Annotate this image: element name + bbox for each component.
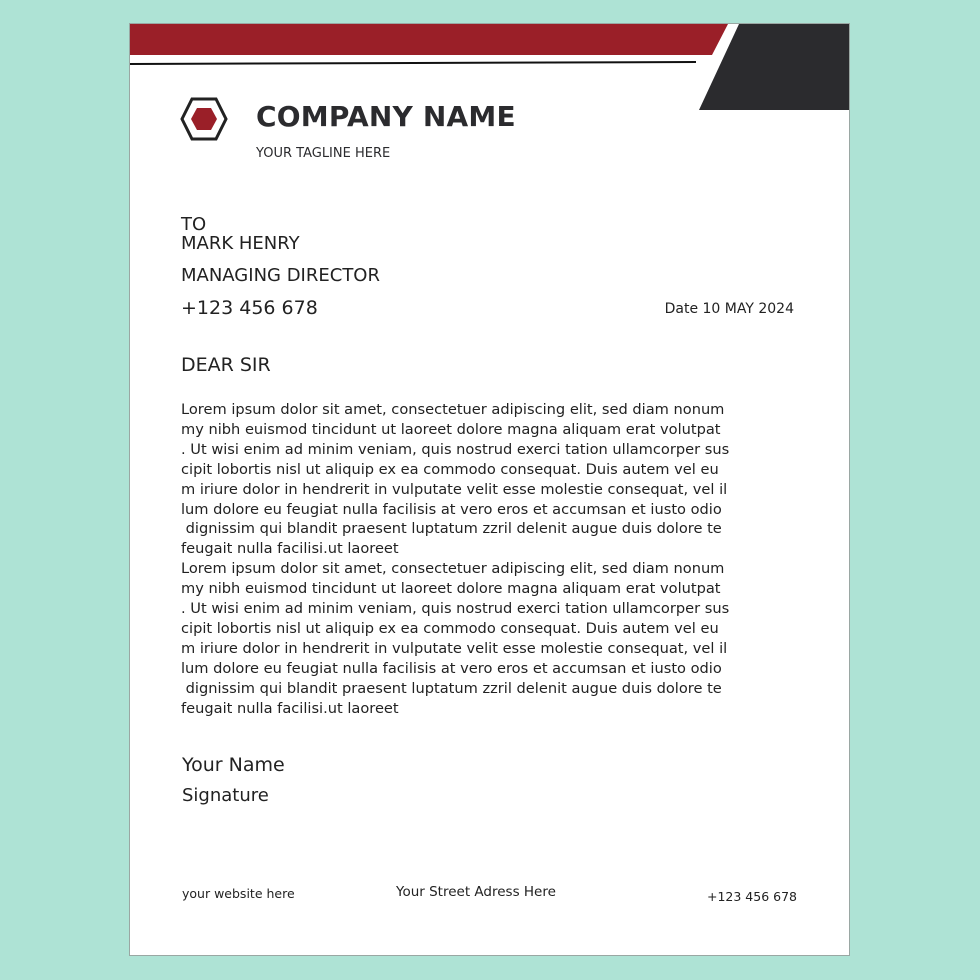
body-line: cipit lobortis nisl ut aliquip ex ea commodo consequat. Duis autem vel eu bbox=[181, 460, 719, 478]
recipient-title: MANAGING DIRECTOR bbox=[181, 265, 380, 286]
body-line: Lorem ipsum dolor sit amet, consectetuer adipiscing elit, sed diam nonum bbox=[181, 401, 725, 418]
company-name: COMPANY NAME bbox=[256, 100, 516, 133]
to-label: TO bbox=[181, 214, 207, 235]
recipient-name: MARK HENRY bbox=[181, 233, 300, 254]
header-rule bbox=[130, 62, 696, 64]
body-line: lum dolore eu feugiat nulla facilisis at vero eros et accumsan et iusto odio bbox=[181, 659, 722, 677]
company-tagline: YOUR TAGLINE HERE bbox=[256, 146, 391, 161]
footer-phone: +123 456 678 bbox=[707, 889, 797, 904]
header-red-band bbox=[130, 24, 728, 55]
body-line: dignissim qui blandit praesent luptatum zzril delenit augue duis dolore te bbox=[181, 679, 722, 697]
body-line: lum dolore eu feugiat nulla facilisis at vero eros et accumsan et iusto odio bbox=[181, 500, 722, 518]
salutation: DEAR SIR bbox=[181, 354, 271, 376]
header-dark-block bbox=[699, 24, 850, 110]
hexagon-icon bbox=[180, 97, 228, 141]
body-line: m iriure dolor in hendrerit in vulputate velit esse molestie consequat, vel il bbox=[181, 480, 728, 498]
body-line: . Ut wisi enim ad minim veniam, quis nostrud exerci tation ullamcorper sus bbox=[181, 600, 730, 618]
body-line: feugait nulla facilisi.ut laoreet bbox=[181, 699, 399, 717]
body-line: dignissim qui blandit praesent luptatum zzril delenit augue duis dolore te bbox=[181, 520, 722, 538]
letter-date: Date 10 MAY 2024 bbox=[664, 301, 794, 317]
body-line: my nibh euismod tincidunt ut laoreet dolore magna aliquam erat volutpat bbox=[181, 580, 721, 598]
footer-address: Your Street Adress Here bbox=[396, 884, 556, 900]
signature-label: Signature bbox=[182, 785, 269, 806]
body-line: cipit lobortis nisl ut aliquip ex ea commodo consequat. Duis autem vel eu bbox=[181, 619, 719, 637]
body-line: . Ut wisi enim ad minim veniam, quis nostrud exerci tation ullamcorper sus bbox=[181, 440, 730, 458]
body-line: feugait nulla facilisi.ut laoreet bbox=[181, 540, 399, 558]
recipient-phone: +123 456 678 bbox=[181, 297, 318, 319]
letterhead-sheet bbox=[129, 23, 850, 956]
sender-name: Your Name bbox=[182, 754, 285, 776]
letter-body bbox=[181, 400, 797, 719]
body-line: my nibh euismod tincidunt ut laoreet dolore magna aliquam erat volutpat bbox=[181, 420, 721, 438]
body-line: m iriure dolor in hendrerit in vulputate velit esse molestie consequat, vel il bbox=[181, 639, 728, 657]
footer-website: your website here bbox=[182, 886, 295, 901]
body-line: Lorem ipsum dolor sit amet, consectetuer adipiscing elit, sed diam nonum bbox=[181, 560, 725, 578]
